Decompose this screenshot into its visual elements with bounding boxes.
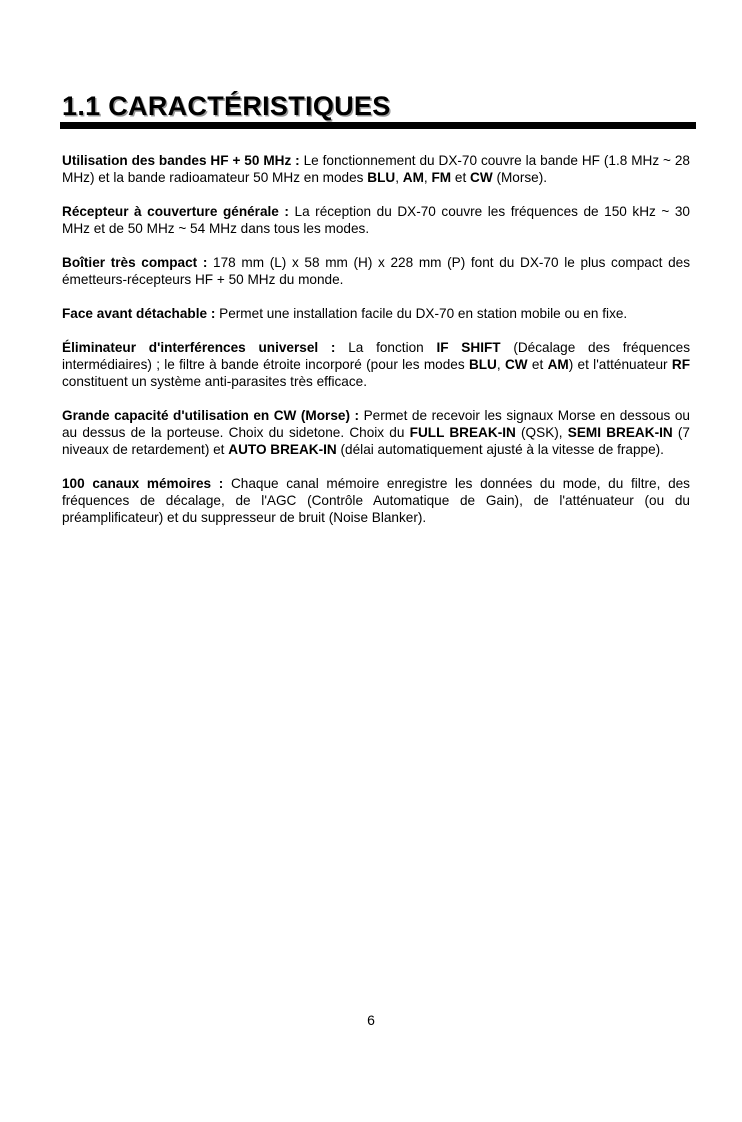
feature-hf-50mhz-bands: Utilisation des bandes HF + 50 MHz : Le fonctionnement du DX-70 couvre la bande HF (1.8 MHz ~ 28 MHz) et la bande radioamateur 50 MHz en modes BLU, AM, FM et CW (Morse). [62, 153, 690, 185]
feature-heading: Éliminateur d'interférences universel : [62, 340, 336, 355]
feature-general-coverage-receiver: Récepteur à couverture générale : La réception du DX-70 couvre les fréquences de 150 kHz ~ 30 MHz et de 50 MHz ~ 54 MHz dans tous les modes. [62, 204, 690, 236]
feature-heading: Face avant détachable : [62, 306, 216, 321]
title-underline-rule [60, 122, 696, 129]
feature-cw-capability: Grande capacité d'utilisation en CW (Morse) : Permet de recevoir les signaux Morse en dessous ou au dessus de la porteuse. Choix du sidetone. Choix du FULL BREAK-IN (QSK), SEMI BREAK-IN (7 niveaux de retardement) et AUTO BREAK-IN (délai automatiquement ajusté à la vitesse de frappe). [62, 408, 690, 457]
page-number: 6 [367, 1012, 375, 1028]
feature-heading: Récepteur à couverture générale : [62, 204, 289, 219]
feature-compact-case: Boîtier très compact : 178 mm (L) x 58 mm (H) x 228 mm (P) font du DX-70 le plus compact des émetteurs-récepteurs HF + 50 MHz du monde. [62, 255, 690, 287]
page-title: 1.1 CARACTÉRISTIQUES [62, 91, 391, 121]
feature-heading: Boîtier très compact : [62, 255, 208, 270]
feature-memory-channels: 100 canaux mémoires : Chaque canal mémoire enregistre les données du mode, du filtre, des fréquences de décalage, de l'AGC (Contrôle Automatique de Gain), de l'atténuateur (ou du préamplificateur) et du suppresseur de bruit (Noise Blanker). [62, 476, 690, 525]
feature-heading: Grande capacité d'utilisation en CW (Morse) : [62, 408, 360, 423]
features-list [62, 152, 690, 543]
feature-detachable-front-panel: Face avant détachable : Permet une installation facile du DX-70 en station mobile ou en fixe. [62, 306, 628, 321]
feature-interference-eliminator: Éliminateur d'interférences universel : La fonction IF SHIFT (Décalage des fréquences intermédiaires) ; le filtre à bande étroite incorporé (pour les modes BLU, CW et AM) et l'atténuateur RF constituent un système anti-parasites très efficace. [62, 340, 690, 389]
feature-heading: Utilisation des bandes HF + 50 MHz : [62, 153, 300, 168]
feature-heading: 100 canaux mémoires : [62, 476, 224, 491]
